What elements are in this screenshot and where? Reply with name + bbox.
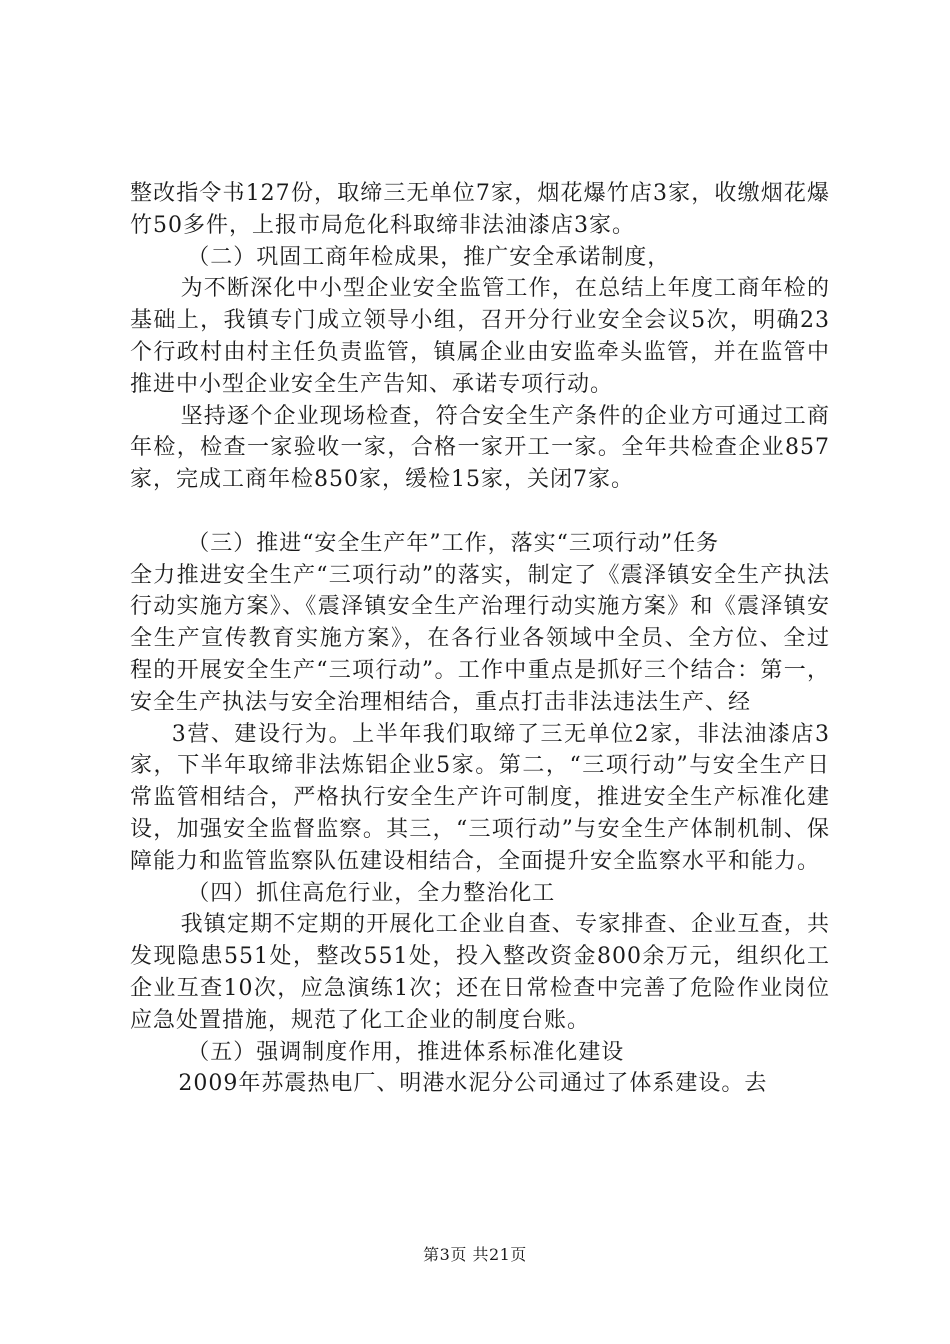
paragraph-onsite-inspection: 坚持逐个企业现场检查，符合安全生产条件的企业方可通过工商年检，检查一家验收一家，合格一家开工一家。全年共检查企业857家，完成工商年检850家，缓检15家，关闭7家。 [130,403,830,493]
paragraph-annual-inspection: 为不断深化中小型企业安全监管工作，在总结上年度工商年检的基础上，我镇专门成立领导小组，召开分行业安全会议5次，明确23个行政村由村主任负责监管，镇属企业由安监牵头监管，并在监管中推进中小型企业安全生产告知、承诺专项行动。 [130,276,830,397]
paragraph-rectification-summary: 整改指令书127份，取缔三无单位7家，烟花爆竹店3家，收缴烟花爆竹50多件，上报市局危化科取缔非法油漆店3家。 [130,181,830,238]
section-heading-4: （四）抓住高危行业，全力整治化工 [187,880,556,906]
paragraph-three-actions-continued: 3营、建设行为。上半年我们取缔了三无单位2家，非法油漆店3家，下半年取缔非法炼铝企业5家。第二，“三项行动”与安全生产日常监管相结合，严格执行安全生产许可制度，推进安全生产标准化建设，加强安全监督监察。其三，“三项行动”与安全生产体制机制、保障能力和监管监察队伍建设相结合，全面提升安全监察水平和能力。 [130,721,830,874]
section-heading-2: （二）巩固工商年检成果，推广安全承诺制度， [187,244,671,270]
page-number-footer: 第3页 共21页 [423,1245,527,1264]
paragraph-chemical-remediation: 我镇定期不定期的开展化工企业自查、专家排查、企业互查，共发现隐患551处，整改551处，投入整改资金800余万元，组织化工企业互查10次，应急演练1次；还在日常检查中完善了危险作业岗位应急处置措施，规范了化工企业的制度台账。 [130,912,830,1033]
section-heading-3: （三）推进“安全生产年”工作，落实“三项行动”任务 [187,530,720,556]
document-body [130,178,830,1100]
paragraph-gap [130,496,830,528]
section-heading-5: （五）强调制度作用，推进体系标准化建设 [187,1039,625,1065]
paragraph-three-actions: 全力推进安全生产“三项行动”的落实，制定了《震泽镇安全生产执法行动实施方案》、《震泽镇安全生产治理行动实施方案》和《震泽镇安全生产宣传教育实施方案》，在各行业各领域中全员、全方位、全过程的开展安全生产“三项行动”。工作中重点是抓好三个结合：第一，安全生产执法与安全治理相结合，重点打击非法违法生产、经 [130,562,830,715]
paragraph-system-building: 2009年苏震热电厂、明港水泥分公司通过了体系建设。去 [178,1071,768,1097]
